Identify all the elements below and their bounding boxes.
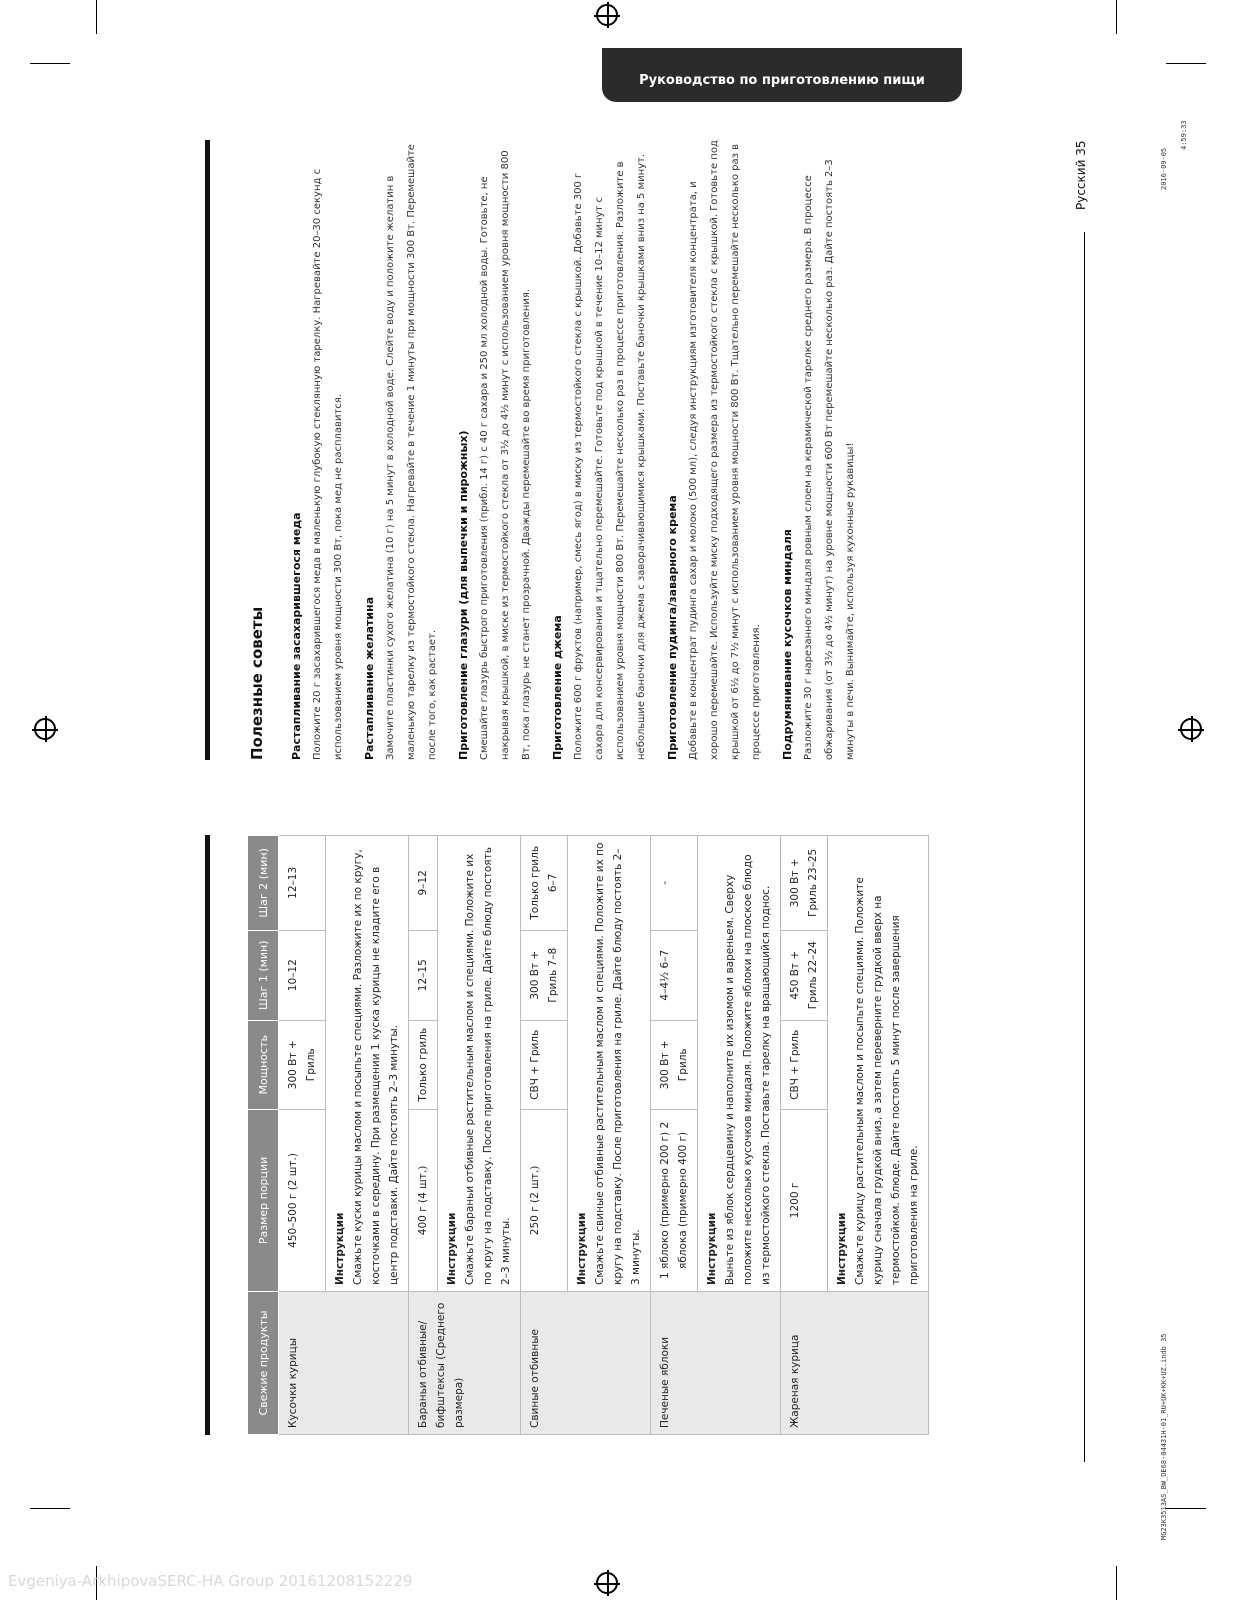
instructions-label: Инструкции (334, 1212, 346, 1285)
registration-mark-icon (1180, 718, 1202, 740)
table-row (279, 836, 326, 1435)
instructions-cell (438, 836, 521, 1292)
tip-heading: Растапливание желатина (363, 596, 376, 760)
instructions-cell (568, 836, 651, 1292)
section-tab (602, 48, 962, 102)
instructions-label: Инструкции (576, 1212, 588, 1285)
section-title: Руководство по приготовлению пищи (639, 73, 925, 88)
tip-text: Положите 20 г засахарившегося меда в маленькую глубокую стеклянную тарелку. Нагревайте 20–30 секунд с использованием уровня мощности 300 Вт, пока мед не расплавится. (312, 168, 344, 760)
tip-heading: Подрумянивание кусочков миндаля (781, 529, 794, 760)
portion-cell: 250 г (2 шт.) (521, 1109, 568, 1291)
food-name: Жареная курица (781, 1292, 929, 1435)
table-row (781, 836, 828, 1435)
page-language-number: Русский 35 (1074, 140, 1088, 210)
instructions-text: Смажьте свиные отбивные растительным маслом и специями. Положите их по кругу на подставку. После приготовления на гриле. Дайте блюду постоять 2–3 минуты. (594, 842, 642, 1285)
instructions-text: Выньте из яблок сердцевину и наполните их изюмом и вареньем. Сверху положите несколько кусочков миндаля. Положите яблоки на плоское блюдо из термостойкого стекла. Поставьте тарелку на вращающийся поднос. (724, 854, 772, 1285)
instructions-label: Инструкции (836, 1212, 848, 1285)
portion-cell: 1 яблоко (примерно 200 г) 2 яблока (примерно 400 г) (651, 1109, 698, 1291)
print-date: 2016-09-05 (1160, 147, 1168, 190)
table-row (521, 836, 568, 1435)
crop-mark (1166, 1508, 1206, 1509)
power-cell: Только гриль (409, 1020, 438, 1109)
table-row (409, 836, 438, 1435)
file-name: MG23K3513AS_BW_DE68-04431H-01_RU+UK+KK+UZ.indb 35 (1160, 1333, 1168, 1540)
registration-mark-icon (596, 4, 618, 26)
instructions-cell (828, 836, 929, 1292)
crop-mark (30, 1508, 70, 1509)
tip-heading: Растапливание засахарившегося меда (290, 512, 303, 760)
crop-mark (1166, 63, 1206, 64)
footer-rule (1084, 232, 1085, 1462)
registration-mark-icon (34, 718, 56, 740)
rotated-page-content (205, 135, 1095, 1465)
step2-cell: 300 Вт + Гриль 23–25 (781, 836, 828, 931)
column-header: Размер порции (248, 1109, 279, 1291)
tip-heading: Приготовление глазури (для выпечки и пирожных) (457, 430, 470, 760)
divider (205, 835, 210, 1435)
food-name: Бараньи отбивные/ бифштексы (Среднего размера) (409, 1292, 521, 1435)
tip-text: Добавьте в концентрат пудинга сахар и молоко (500 мл), следуя инструкциям изготовителя концентрата, и хорошо перемешайте. Используйте миску подходящего размера из термостойкого стекла с крышкой. Готовьте под крышкой от 6½ до 7½ минут с использованием уровня мощности 800 Вт. Тщательно перемешайте несколько раз в процессе приготовления. (688, 140, 762, 760)
instructions-label: Инструкции (706, 1212, 718, 1285)
portion-cell: 400 г (4 шт.) (409, 1109, 438, 1291)
instructions-text: Смажьте куски курицы маслом и посыпьте специями. Разложите их по кругу, косточками в середину. При размещении 1 куска курицы не кладите его в центр подставки. Дайте постоять 2–3 минуты. (352, 849, 400, 1285)
table-row (651, 836, 698, 1435)
portion-cell: 1200 г (781, 1109, 828, 1291)
instructions-cell (698, 836, 781, 1292)
watermark: Evgeniya-ArkhipovaSERC-HA Group 20161208152229 (8, 1572, 413, 1590)
step1-cell: 4–4½ 6–7 (651, 930, 698, 1020)
step2-cell: Только гриль 6–7 (521, 836, 568, 931)
power-cell: СВЧ + Гриль (521, 1020, 568, 1109)
step2-cell: - (651, 836, 698, 931)
divider (205, 140, 210, 760)
food-name: Печеные яблоки (651, 1292, 781, 1435)
tips-title: Полезные советы (248, 606, 266, 760)
step2-cell: 9–12 (409, 836, 438, 931)
column-header: Шаг 2 (мин) (248, 836, 279, 931)
column-header: Свежие продукты (248, 1292, 279, 1435)
print-time: 4:59:33 (1180, 120, 1188, 150)
power-cell: 300 Вт + Гриль (651, 1020, 698, 1109)
step1-cell: 10–12 (279, 930, 326, 1020)
tip-heading: Приготовление пудинга/заварного крема (666, 495, 679, 760)
cooking-table (247, 835, 929, 1435)
food-name: Свиные отбивные (521, 1292, 651, 1435)
instructions-label: Инструкции (446, 1212, 458, 1285)
power-cell: 300 Вт + Гриль (279, 1020, 326, 1109)
portion-cell: 450–500 г (2 шт.) (279, 1109, 326, 1291)
crop-mark (1116, 1566, 1117, 1600)
tip-heading: Приготовление джема (551, 615, 564, 760)
column-header: Мощность (248, 1020, 279, 1109)
instructions-text: Смажьте бараньи отбивные растительным маслом и специями. Положите их по кругу на подставку. После приготовления на гриле. Дайте блюду постоять 2–3 минуты. (464, 847, 512, 1285)
table-header-row (248, 836, 279, 1435)
column-header: Шаг 1 (мин) (248, 930, 279, 1020)
registration-mark-icon (596, 1572, 618, 1594)
crop-mark (96, 0, 97, 34)
tip-text: Положите 600 г фруктов (например, смесь ягод) в миску из термостойкого стекла с крышкой. Добавьте 300 г сахара для консервирования и тщательно перемешайте. Готовьте под крышкой в течение 10–12 минут с использованием уровня мощности 800 Вт. Перемешайте несколько раз в процессе приготовления. Разложите в небольшие баночки для джема с заворачивающимися крышками. Поставьте баночки крышками вниз на 5 минут. (573, 153, 647, 760)
tip-text: Замочите пластинки сухого желатина (10 г) на 5 минут в холодной воде. Слейте воду и положите желатин в маленькую тарелку из термостойкого стекла. Нагревайте в течение 1 минуты при мощности 300 Вт. Перемешайте после того, как растает. (385, 144, 438, 760)
tip-text: Разложите 30 г нарезанного миндаля ровным слоем на керамической тарелке среднего размера. В процессе обжаривания (от 3½ до 4½ минут) на уровне мощности 600 Вт перемешайте несколько раз. Дайте постоять 2–3 минуты в печи. Вынимайте, используя кухонные рукавицы! (803, 159, 856, 760)
useful-tips (247, 140, 861, 760)
step2-cell: 12–13 (279, 836, 326, 931)
step1-cell: 300 Вт + Гриль 7–8 (521, 930, 568, 1020)
crop-mark (1116, 0, 1117, 34)
crop-mark (30, 63, 70, 64)
instructions-text: Смажьте курицу растительным маслом и посыпьте специями. Положите курицу сначала грудкой вниз, а затем переверните грудкой вверх на термостойком. блюде. Дайте постоять 5 минут после завершения приготовления на гриле. (854, 877, 920, 1285)
power-cell: СВЧ + Гриль (781, 1020, 828, 1109)
instructions-cell (326, 836, 409, 1292)
food-name: Кусочки курицы (279, 1292, 409, 1435)
step1-cell: 450 Вт + Гриль 22–24 (781, 930, 828, 1020)
step1-cell: 12–15 (409, 930, 438, 1020)
tip-text: Смешайте глазурь быстрого приготовления (прибл. 14 г) с 40 г сахара и 250 мл холодной воды. Готовьте, не накрывая крышкой, в миске из термостойкого стекла от 3½ до 4½ минут с использованием уровня мощности 800 Вт, пока глазурь не станет прозрачной. Дважды перемешайте во время приготовления. (479, 150, 532, 760)
